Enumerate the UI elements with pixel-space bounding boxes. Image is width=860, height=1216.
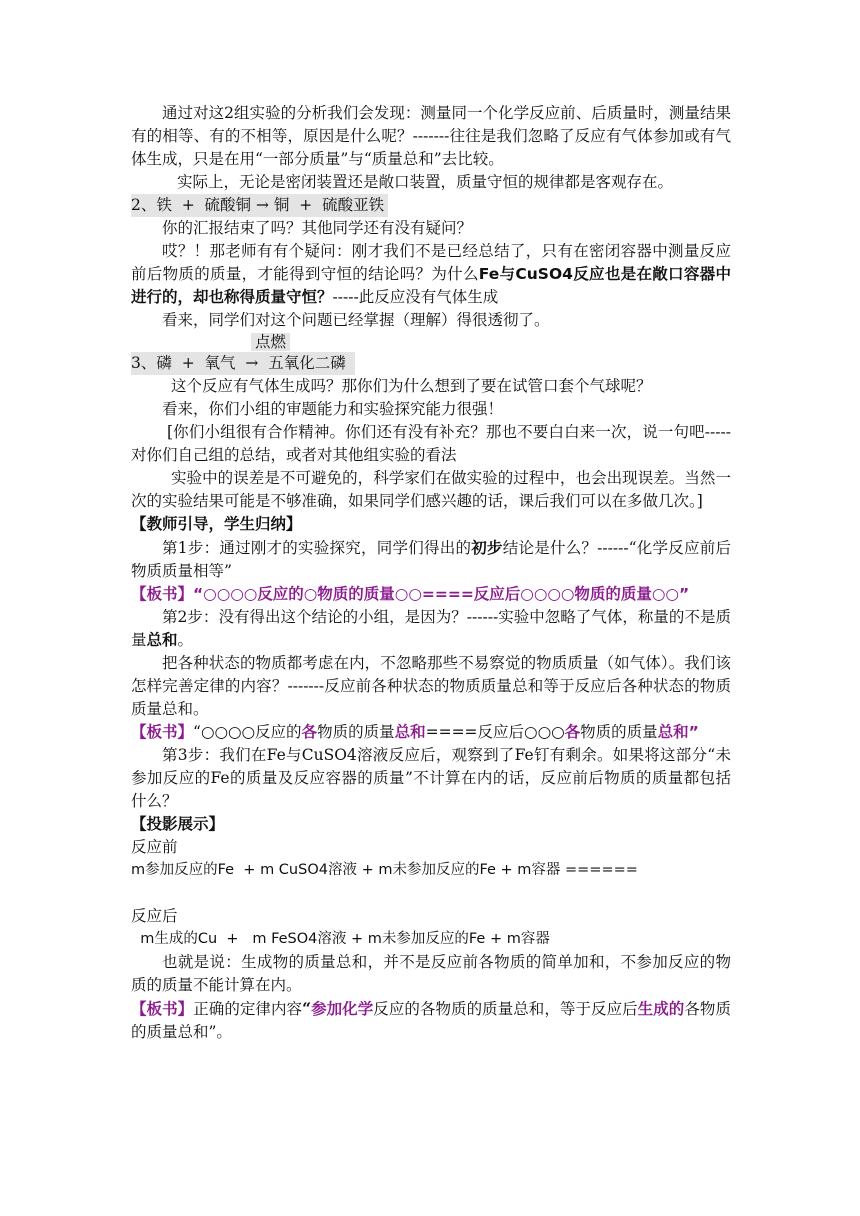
formula-after-reaction: m生成的Cu + m FeSO4溶液 + m未参加反应的Fe + m容器 bbox=[131, 931, 550, 947]
board-note-2 bbox=[131, 721, 731, 744]
formula-before-reaction: m参加反应的Fe + m CuSO4溶液 + m未参加反应的Fe + m容器 ====== bbox=[131, 862, 638, 878]
doubt-bold-text: Fe与CuSO4反应也是在敞口容器中进行的，却也称得质量守恒？ bbox=[131, 265, 731, 306]
paragraph-step2 bbox=[131, 606, 731, 652]
board-text: 物质的质量 bbox=[317, 723, 395, 741]
board-text: 物质的质量 bbox=[580, 723, 658, 741]
equation-phosphorus-oxygen bbox=[131, 352, 731, 375]
step1-rest: 结论是什么？------“化学反应前后物质质量相等” bbox=[131, 539, 731, 580]
paragraph-conservation: 实际上，无论是密闭装置还是敞口装置，质量守恒的规律都是客观存在。 bbox=[177, 173, 674, 191]
ignite-label: 点燃 bbox=[251, 333, 290, 351]
paragraph-question: 你的汇报结束了吗？其他同学还有没有疑问？ bbox=[162, 219, 473, 237]
paragraph-cooperation: [你们小组很有合作精神。你们还有没有补充？那也不要白白来一次，说一句吧-----对你们自己组的总结，或者对其他组实验的看法 bbox=[131, 423, 731, 464]
board-emph: 各 bbox=[301, 723, 318, 741]
board-text: ====反应后○○○ bbox=[425, 723, 565, 741]
board-emph: 生成的 bbox=[637, 1000, 685, 1018]
paragraph-gas-question: 这个反应有气体生成吗？那你们为什么想到了要在试管口套个气球呢？ bbox=[171, 377, 652, 395]
paragraph-conclusion: 也就是说：生成物的质量总和，并不是反应前各物质的简单加和，不参加反应的物质的质量不能计算在内。 bbox=[131, 953, 731, 994]
board-quote: “ bbox=[302, 999, 312, 1018]
equation-text: 2、铁 + 硫酸铜 → 铜 + 硫酸亚铁 bbox=[131, 194, 388, 217]
board-text: 反应的各物质的质量总和，等于反应后 bbox=[373, 1000, 638, 1018]
equation-text: 3、磷 + 氧气 → 五氧化二磷 bbox=[131, 352, 355, 375]
step1-bold: 初步 bbox=[471, 538, 503, 557]
board-text: 各物质的质量总和”。 bbox=[131, 1000, 731, 1041]
board-emph: 参加化学 bbox=[311, 1000, 374, 1018]
paragraph-understood: 看来，同学们对这个问题已经掌握（理解）得很透彻了。 bbox=[162, 311, 550, 329]
paragraph-complete-law: 把各种状态的物质都考虑在内，不忽略那些不易察觉的物质质量（如气体）。我们该怎样完善定律的内容？-------反应前各种状态的物质质量总和等于反应后各种状态的物质质量总和。 bbox=[131, 654, 731, 718]
board-emph: 总和 bbox=[657, 723, 689, 741]
step2-bold: 总和 bbox=[146, 631, 178, 649]
label-before-reaction: 反应前 bbox=[131, 838, 178, 856]
doubt-answer: -----此反应没有气体生成 bbox=[332, 288, 499, 306]
equation-iron-copper-sulfate bbox=[131, 194, 731, 217]
board-text: 正确的定律内容 bbox=[193, 1000, 303, 1018]
board-emph: ” bbox=[688, 723, 699, 741]
board-text: “○○○○反应的 bbox=[193, 723, 302, 741]
board-note-1: 【板书】“○○○○反应的○物质的质量○○====反应后○○○○物质的质量○○” bbox=[131, 585, 690, 603]
board-label: 【板书】 bbox=[131, 723, 194, 741]
heading-teacher-guidance: 【教师引导，学生归纳】 bbox=[131, 515, 302, 533]
paragraph-praise: 看来，你们小组的审题能力和实验探究能力很强！ bbox=[162, 400, 504, 418]
paragraph-analysis: 通过对这2组实验的分析我们会发现：测量同一个化学反应前、后质量时，测量结果有的相等、有的不相等，原因是什么呢？-------往往是我们忽略了反应有气体参加或有气体生成，只是在用“一部分质量”与“质量总和”去比较。 bbox=[131, 104, 731, 168]
step1-text: 第1步：通过刚才的实验探究，同学们得出的 bbox=[162, 539, 472, 557]
label-after-reaction: 反应后 bbox=[131, 907, 178, 925]
step2-text: 第2步：没有得出这个结论的小组，是因为？------实验中忽略了气体，称量的不是质量 bbox=[131, 608, 731, 649]
spacer bbox=[131, 882, 731, 905]
doubt-text: 哎？！那老师有有个疑问：刚才我们不是已经总结了，只有在密闭容器中测量反应前后物质的质量，才能得到守恒的结论吗？为什么 bbox=[131, 242, 731, 283]
board-note-3 bbox=[131, 997, 731, 1044]
paragraph-error: 实验中的误差是不可避免的，科学家们在做实验的过程中，也会出现误差。当然一次的实验结果可能是不够准确，如果同学们感兴趣的话，课后我们可以在多做几次。] bbox=[131, 469, 731, 510]
paragraph-step1 bbox=[131, 536, 731, 583]
board-emph: 总和 bbox=[394, 723, 426, 741]
ignite-condition bbox=[131, 332, 731, 352]
paragraph-step3: 第3步：我们在Fe与CuSO4溶液反应后，观察到了Fe钉有剩余。如果将这部分“未参加反应的Fe的质量及反应容器的质量”不计算在内的话，反应前后物质的质量都包括什么？ bbox=[131, 746, 731, 810]
board-label: 【板书】 bbox=[131, 1000, 194, 1018]
heading-projection: 【投影展示】 bbox=[131, 815, 225, 833]
step2-end: 。 bbox=[177, 631, 194, 649]
board-emph: 各 bbox=[564, 723, 581, 741]
paragraph-teacher-doubt bbox=[131, 240, 731, 309]
document-page bbox=[131, 102, 731, 1044]
